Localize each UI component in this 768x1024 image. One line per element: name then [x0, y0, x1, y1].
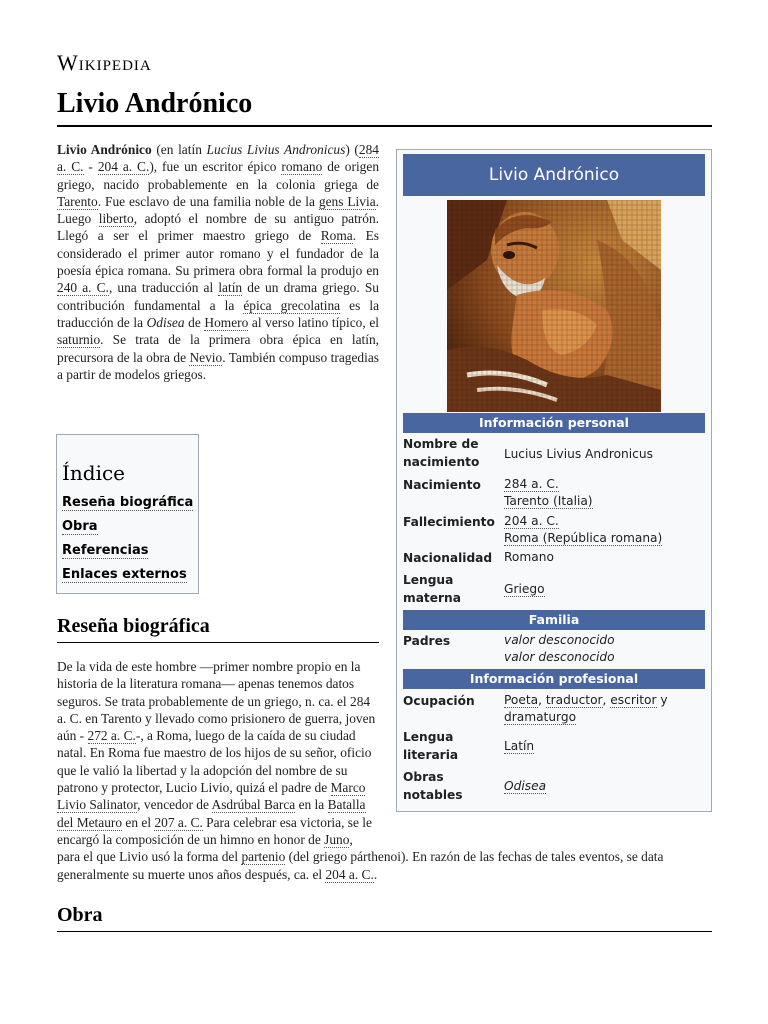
intro-text: de [184, 314, 205, 330]
intro-text: . Luego [57, 193, 379, 227]
wikipedia-wordmark[interactable] [57, 50, 152, 76]
link-207-ac[interactable]: 207 a. C. [154, 814, 203, 830]
label-ocupacion: Ocupación [403, 694, 475, 708]
intro-text: . También compuso tragedias a partir de modelos griegos. [57, 349, 379, 382]
odisea-italic: Odisea [146, 314, 185, 330]
wordmark-text: Wikipedia [57, 50, 152, 75]
link-saturnio[interactable]: saturnio [57, 332, 101, 348]
value-padres [504, 632, 709, 666]
label-lengua-materna: Lengua materna [403, 573, 461, 605]
bio-text: Para celebrar esa victoria, se le encargó la composición de un himno en honor de [57, 814, 372, 847]
bio-text-end: . [373, 866, 378, 882]
intro-bold-name: Livio Andrónico [57, 142, 152, 157]
infobox [396, 149, 712, 812]
portrait-mosaic-image[interactable] [447, 200, 661, 412]
section-heading-obra: Obra [57, 904, 103, 926]
label-nacionalidad: Nacionalidad [403, 551, 493, 565]
intro-text: . Fue esclavo de una familia noble de la [97, 193, 319, 209]
intro-text: . Se trata de la primera obra épica en latín, precursora de la obra de [57, 332, 379, 365]
bio-text: , vencedor de [137, 797, 212, 813]
link-asdrubal-barca[interactable]: Asdrúbal Barca [211, 797, 296, 813]
value-ocupacion: Poeta, traductor, escritor y dramaturgo [504, 693, 668, 724]
label-obras-notables: Obras notables [403, 770, 463, 802]
link-272-ac[interactable]: 272 a. C. [87, 728, 136, 744]
intro-paragraph [57, 141, 379, 383]
infobox-section-familia: Familia [403, 610, 705, 630]
intro-text: , una traducción al [108, 280, 219, 296]
value-obras-notables [504, 778, 709, 795]
value-lengua-literaria [504, 738, 709, 755]
page-title: Livio Andrónico [57, 88, 253, 119]
bio-text: (del griego párthenoi). En razón de las fechas de tales eventos, se data generalmente su muerte unos años después, ca. el [57, 849, 664, 882]
value-nacimiento [504, 476, 709, 510]
link-gens-livia[interactable]: gens Livia [318, 193, 376, 209]
link-escritor[interactable]: escritor [610, 693, 657, 707]
link-204-ac[interactable]: 204 a. C. [97, 159, 150, 175]
bio-text: en la [295, 797, 328, 813]
section-heading-resena: Reseña biográfica [57, 615, 210, 637]
intro-text: ) ( [345, 142, 359, 157]
link-tarento[interactable]: Tarento [57, 193, 98, 209]
title-divider [57, 125, 712, 127]
link-fall-place[interactable]: Roma (República romana) [504, 531, 663, 545]
link-traductor[interactable]: traductor [545, 693, 603, 707]
label-nombre-nacimiento: Nombre de nacimiento [403, 437, 480, 469]
link-240-ac[interactable]: 240 a. C. [57, 280, 109, 296]
label-nacimiento: Nacimiento [403, 478, 481, 492]
toc-item-resena[interactable]: Reseña biográfica [62, 495, 194, 510]
mosaic-portrait-graphic [447, 200, 661, 412]
link-284-ac[interactable]: 284 a. C. [57, 142, 379, 175]
intro-text: ), fue un escritor épico [149, 159, 282, 175]
link-partenio[interactable]: partenio [241, 849, 286, 865]
link-latin[interactable]: latín [218, 280, 243, 296]
value-fallecimiento [504, 513, 709, 547]
link-nac-date[interactable]: 284 a. C. [504, 477, 559, 491]
infobox-section-profesional: Información profesional [403, 669, 705, 689]
section-divider [57, 931, 712, 932]
ocupacion-y: y [656, 693, 668, 707]
link-griego[interactable]: Griego [504, 582, 545, 596]
link-homero[interactable]: Homero [204, 314, 249, 330]
toc-item-obra[interactable]: Obra [62, 519, 98, 534]
intro-text: de un drama griego. Su contribución fundamental a la [57, 280, 379, 313]
toc-item-enlaces[interactable]: Enlaces externos [62, 567, 187, 582]
link-liberto[interactable]: liberto [98, 211, 134, 227]
padre-1: valor desconocido [504, 633, 615, 647]
toc-item-referencias[interactable]: Referencias [62, 543, 149, 558]
intro-text: , adoptó el nombre de su antiguo patrón. Llegó a ser el primer maestro griego de [57, 211, 379, 244]
intro-text: al verso latino típico, el [248, 314, 379, 330]
label-padres: Padres [403, 634, 451, 648]
link-batalla-metauro[interactable]: Batalla del Metauro [57, 797, 366, 830]
value-nacionalidad: Romano [504, 550, 554, 564]
intro-text: . Es considerado el primer autor romano y el fundador de la poesía épica romana. Su primera obra formal la produjo en [57, 228, 379, 279]
value-nombre-nacimiento: Lucius Livius Andronicus [504, 447, 653, 461]
intro-text: - [83, 159, 98, 175]
latin-name: Lucius Livius Andronicus [206, 142, 346, 157]
link-epica-grecolatina[interactable]: épica grecolatina [243, 297, 341, 313]
value-lengua-materna [504, 581, 709, 598]
section-divider [57, 642, 379, 643]
link-nac-place[interactable]: Tarento (Italia) [504, 494, 593, 508]
link-204-ac-bio[interactable]: 204 a. C. [325, 866, 374, 882]
label-fallecimiento: Fallecimiento [403, 515, 495, 529]
link-juno[interactable]: Juno [324, 831, 350, 847]
link-romano[interactable]: romano [281, 159, 323, 175]
link-dramaturgo[interactable]: dramaturgo [504, 710, 577, 724]
intro-text: es la traducción de la [57, 297, 380, 330]
bio-text: De la vida de este hombre —primer nombre propio en la historia de la literatura romana— apenas tenemos datos seguros. Se trata probablemente de un griego, n. ca. el 284 a. C. en Tarento y llevado como prisionero de guerra, joven aún - [57, 659, 376, 744]
link-fall-date[interactable]: 204 a. C. [504, 514, 559, 528]
link-nevio[interactable]: Nevio [189, 349, 223, 365]
label-lengua-literaria: Lengua literaria [403, 730, 459, 762]
intro-text: (en latín [151, 142, 207, 157]
link-roma[interactable]: Roma [320, 228, 353, 244]
link-latin-infobox[interactable]: Latín [504, 739, 535, 753]
link-marco-livio-salinator[interactable]: Marco Livio Salinator [57, 780, 366, 813]
padre-2: valor desconocido [504, 650, 615, 664]
infobox-title: Livio Andrónico [403, 154, 705, 196]
table-of-contents [56, 434, 199, 594]
link-poeta[interactable]: Poeta [504, 693, 539, 707]
link-odisea[interactable]: Odisea [504, 779, 547, 793]
bio-text: , para el que Livio usó la forma del [57, 831, 353, 865]
bio-text: -, a Roma, luego de la caída de su ciudad natal. En Roma fue maestro de los hijos de su señor, oficio que le valió la libertad y la adopción del nombre de su patrono y protector, Lucio Livio, quizá el padre de [57, 728, 372, 796]
infobox-section-personal: Información personal [403, 413, 705, 433]
intro-text: de origen griego, nacido probablemente en la colonia griega de [57, 159, 380, 192]
bio-text: en el [122, 814, 155, 830]
toc-title: Índice [62, 461, 126, 485]
